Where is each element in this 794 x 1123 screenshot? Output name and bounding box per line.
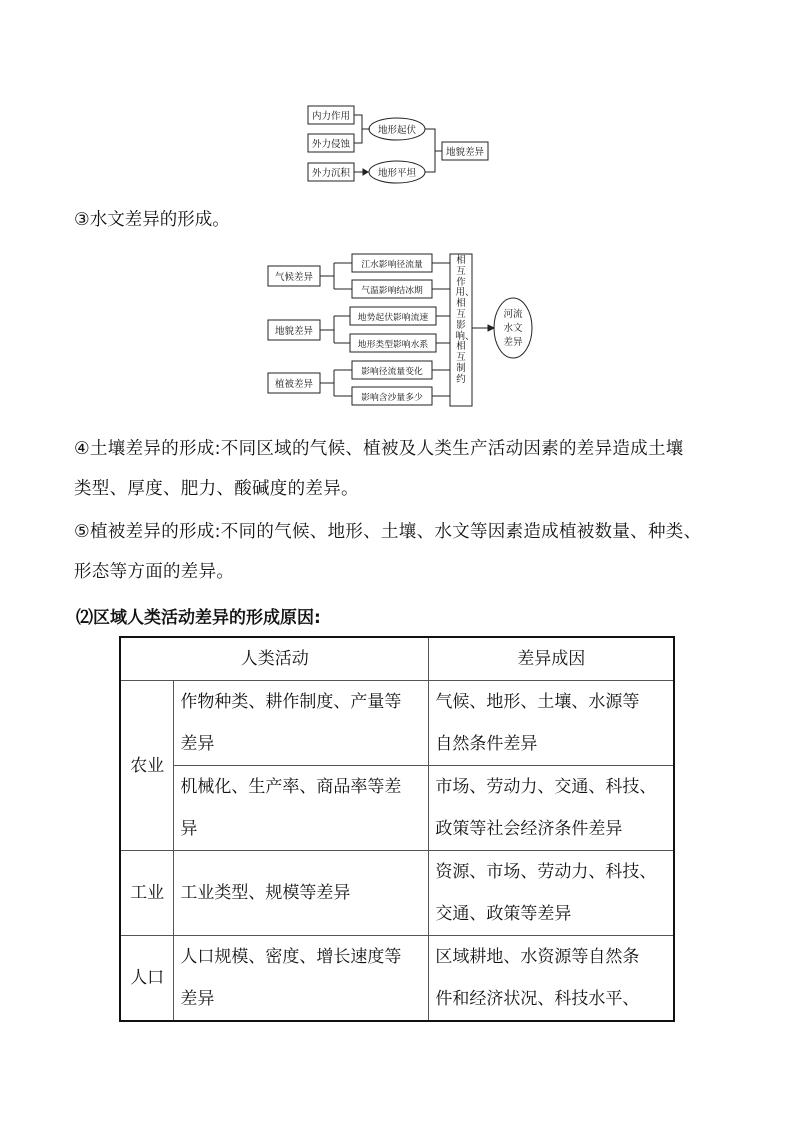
- cell-line: 作物种类、耕作制度、产量等: [180, 692, 402, 712]
- cell-line: 交通、政策等差异: [435, 904, 572, 924]
- box-external-erosion-label: 外力侵蚀: [311, 139, 351, 150]
- agriculture-activity-2: [174, 766, 429, 851]
- section3-title: ③水文差异的形成。: [74, 210, 230, 230]
- river-label-line1: 河流: [503, 309, 523, 320]
- box-effect-3-label: 地势起伏影响流速: [357, 313, 429, 323]
- box-effect-4-label: 地形类型影响水系: [357, 340, 429, 350]
- box-internal-force-label: 内力作用: [311, 111, 351, 122]
- agriculture-activity-1: [174, 681, 429, 766]
- cell-line: 差异: [180, 734, 215, 754]
- box-landform-difference-label: 地貌差异: [445, 147, 485, 158]
- box-landform-label: 地貌差异: [274, 326, 314, 337]
- box-effect-5-label: 影响径流量变化: [361, 367, 423, 377]
- cell-line: 区域耕地、水资源等自然条: [435, 947, 640, 967]
- interaction-vertical-text: 相互作用、相互影响、相互制约: [455, 255, 475, 385]
- header-cause: 差异成因: [429, 637, 674, 681]
- table-row: [120, 936, 674, 1022]
- box-vegetation-label: 植被差异: [274, 379, 314, 390]
- cell-line: 政策等社会经济条件差异: [435, 819, 623, 839]
- box-effect-6-label: 影响含沙量多少: [361, 393, 423, 403]
- category-population: 人口: [120, 936, 174, 1022]
- ellipse-terrain-relief-label: 地形起伏: [377, 125, 417, 136]
- landform-diagram: [300, 100, 500, 190]
- river-label-line2: 水文: [503, 323, 523, 334]
- box-climate-label: 气候差异: [274, 272, 314, 283]
- human-activity-table: [119, 636, 675, 1022]
- cell-line: 自然条件差异: [435, 734, 538, 754]
- box-external-deposition-label: 外力沉积: [311, 168, 351, 179]
- category-agriculture: 农业: [120, 681, 174, 851]
- paragraph-soil: [74, 429, 754, 509]
- cell-line: 人口规模、密度、增长速度等: [180, 947, 402, 967]
- header-human-activity: 人类活动: [120, 637, 429, 681]
- paragraph-vegetation-line1: ⑤植被差异的形成:不同的气候、地形、土壤、水文等因素造成植被数量、种类、: [74, 522, 702, 542]
- cell-line: 差异: [180, 989, 215, 1009]
- population-activity: [174, 936, 429, 1022]
- cell-line: 件和经济状况、科技水平、: [435, 989, 640, 1009]
- table-row: [120, 851, 674, 936]
- cell-line: 资源、市场、劳动力、科技、: [435, 862, 657, 882]
- box-effect-1-label: 江水影响径流量: [361, 260, 423, 270]
- cell-line: 机械化、生产率、商品率等差: [180, 777, 402, 797]
- cell-line: 异: [180, 819, 198, 839]
- cell-line: 市场、劳动力、交通、科技、: [435, 777, 657, 797]
- table-row: [120, 766, 674, 851]
- cell-line: 气候、地形、土壤、水源等: [435, 692, 640, 712]
- paragraph-vegetation: [74, 512, 754, 592]
- table-row: [120, 681, 674, 766]
- section2-heading: ⑵区域人类活动差异的形成原因:: [76, 608, 321, 628]
- agriculture-cause-1: [429, 681, 674, 766]
- ellipse-terrain-flat-label: 地形平坦: [377, 168, 417, 179]
- population-cause: [429, 936, 674, 1022]
- paragraph-vegetation-line2: 形态等方面的差异。: [74, 562, 235, 582]
- paragraph-soil-line1: ④土壤差异的形成:不同区域的气候、植被及人类生产活动因素的差异造成土壤: [74, 439, 684, 459]
- paragraph-soil-line2: 类型、厚度、肥力、酸碱度的差异。: [74, 479, 359, 499]
- industry-cause: [429, 851, 674, 936]
- agriculture-cause-2: [429, 766, 674, 851]
- river-label-line3: 差异: [503, 337, 523, 348]
- hydrology-diagram: [262, 250, 542, 410]
- table-header-row: [120, 637, 674, 681]
- box-effect-2-label: 气温影响结冰期: [361, 286, 423, 296]
- category-industry: 工业: [120, 851, 174, 936]
- industry-activity: 工业类型、规模等差异: [174, 851, 429, 936]
